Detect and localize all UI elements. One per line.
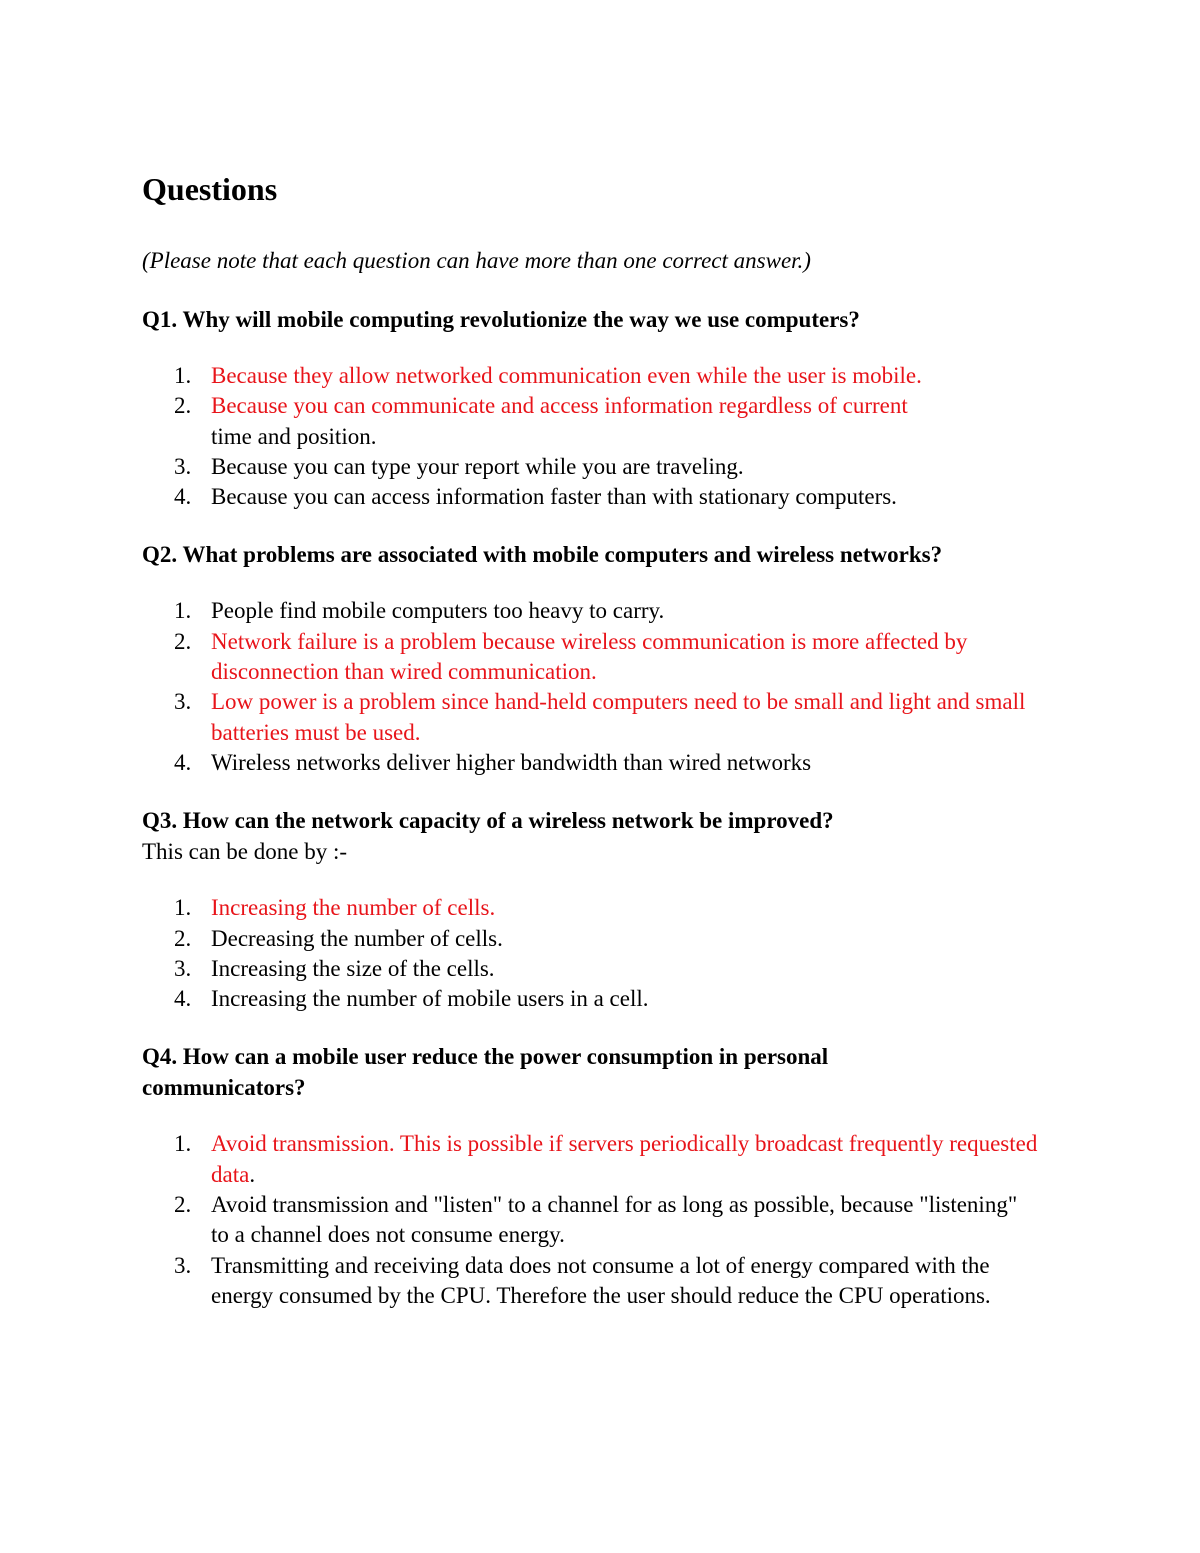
question-title: Q2. What problems are associated with mobile computers and wireless networks? <box>142 542 943 568</box>
answer-item <box>142 924 1072 954</box>
answer-list <box>142 361 1072 512</box>
question-1 <box>142 304 1072 512</box>
answer-item <box>142 984 1072 1014</box>
answer-text: Decreasing the number of cells. <box>211 925 503 951</box>
answer-item <box>142 1129 1061 1190</box>
answer-item <box>142 482 1072 512</box>
answer-text: Increasing the size of the cells. <box>211 955 495 981</box>
question-4 <box>142 1041 1072 1311</box>
answer-item <box>142 1190 1031 1251</box>
answer-number: 3. <box>174 955 192 981</box>
answer-number: 1. <box>174 895 192 921</box>
answer-text: Because you can type your report while you are traveling. <box>211 453 744 479</box>
correct-answer-text: Increasing the number of cells. <box>211 895 496 921</box>
answer-number: 2. <box>174 628 192 654</box>
answer-number: 4. <box>174 986 192 1012</box>
answer-item <box>142 361 1072 391</box>
answer-item <box>142 687 1056 748</box>
answer-item <box>142 627 1056 688</box>
answer-item <box>142 1251 1031 1312</box>
answer-item <box>142 893 1072 923</box>
answer-item <box>142 391 1072 452</box>
answer-number: 2. <box>174 393 192 419</box>
question-title: Q3. How can the network capacity of a wireless network be improved? <box>142 808 834 834</box>
answer-number: 2. <box>174 1192 192 1218</box>
answer-text: Because you can access information faster than with stationary computers. <box>211 484 897 510</box>
correct-answer-text: Avoid transmission. This is possible if servers periodically broadcast frequently requested data <box>211 1131 1038 1187</box>
answer-text: Transmitting and receiving data does not consume a lot of energy compared with the energy consumed by the CPU. Therefore the user should reduce the CPU operations. <box>211 1252 991 1308</box>
answer-text: time and position. <box>211 423 377 449</box>
question-title: Q1. Why will mobile computing revolutionize the way we use computers? <box>142 307 860 332</box>
answer-item <box>142 596 1072 626</box>
question-2 <box>142 539 1072 778</box>
question-title: Q4. How can a mobile user reduce the power consumption in personal communicators? <box>142 1044 829 1101</box>
answer-text: Wireless networks deliver higher bandwidth than wired networks <box>211 749 812 775</box>
answer-number: 1. <box>174 598 192 624</box>
instruction-note: (Please note that each question can have more than one correct answer.) <box>142 248 811 273</box>
question-subtitle: This can be done by :- <box>142 839 348 865</box>
answer-item <box>142 954 1072 984</box>
correct-answer-text: Because you can communicate and access information regardless of current <box>211 393 908 419</box>
page-title: Questions <box>142 171 278 207</box>
answer-number: 4. <box>174 749 192 775</box>
answer-number: 3. <box>174 453 192 479</box>
answer-item <box>142 748 1072 778</box>
answer-list <box>142 893 1072 1014</box>
answer-list <box>142 596 1072 778</box>
answer-item <box>142 452 1072 482</box>
answer-number: 1. <box>174 1131 192 1157</box>
question-3 <box>142 805 1072 1014</box>
correct-answer-text: Network failure is a problem because wireless communication is more affected by disconnection than wired communication. <box>211 628 968 685</box>
answer-text: Avoid transmission and "listen" to a channel for as long as possible, because "listening" to a channel does not consume energy. <box>211 1192 1018 1248</box>
answer-text: People find mobile computers too heavy to carry. <box>211 598 665 624</box>
answer-number: 2. <box>174 925 192 951</box>
answer-text: . <box>249 1161 256 1187</box>
answer-text: Increasing the number of mobile users in a cell. <box>211 986 649 1012</box>
answer-number: 3. <box>174 1252 192 1278</box>
answer-number: 1. <box>174 363 192 388</box>
answer-number: 3. <box>174 689 192 715</box>
answer-number: 4. <box>174 484 192 510</box>
correct-answer-text: Low power is a problem since hand-held computers need to be small and light and small batteries must be used. <box>211 689 1026 745</box>
answer-list <box>142 1129 1072 1311</box>
document-page <box>142 168 1072 1338</box>
correct-answer-text: Because they allow networked communication even while the user is mobile. <box>211 363 922 388</box>
